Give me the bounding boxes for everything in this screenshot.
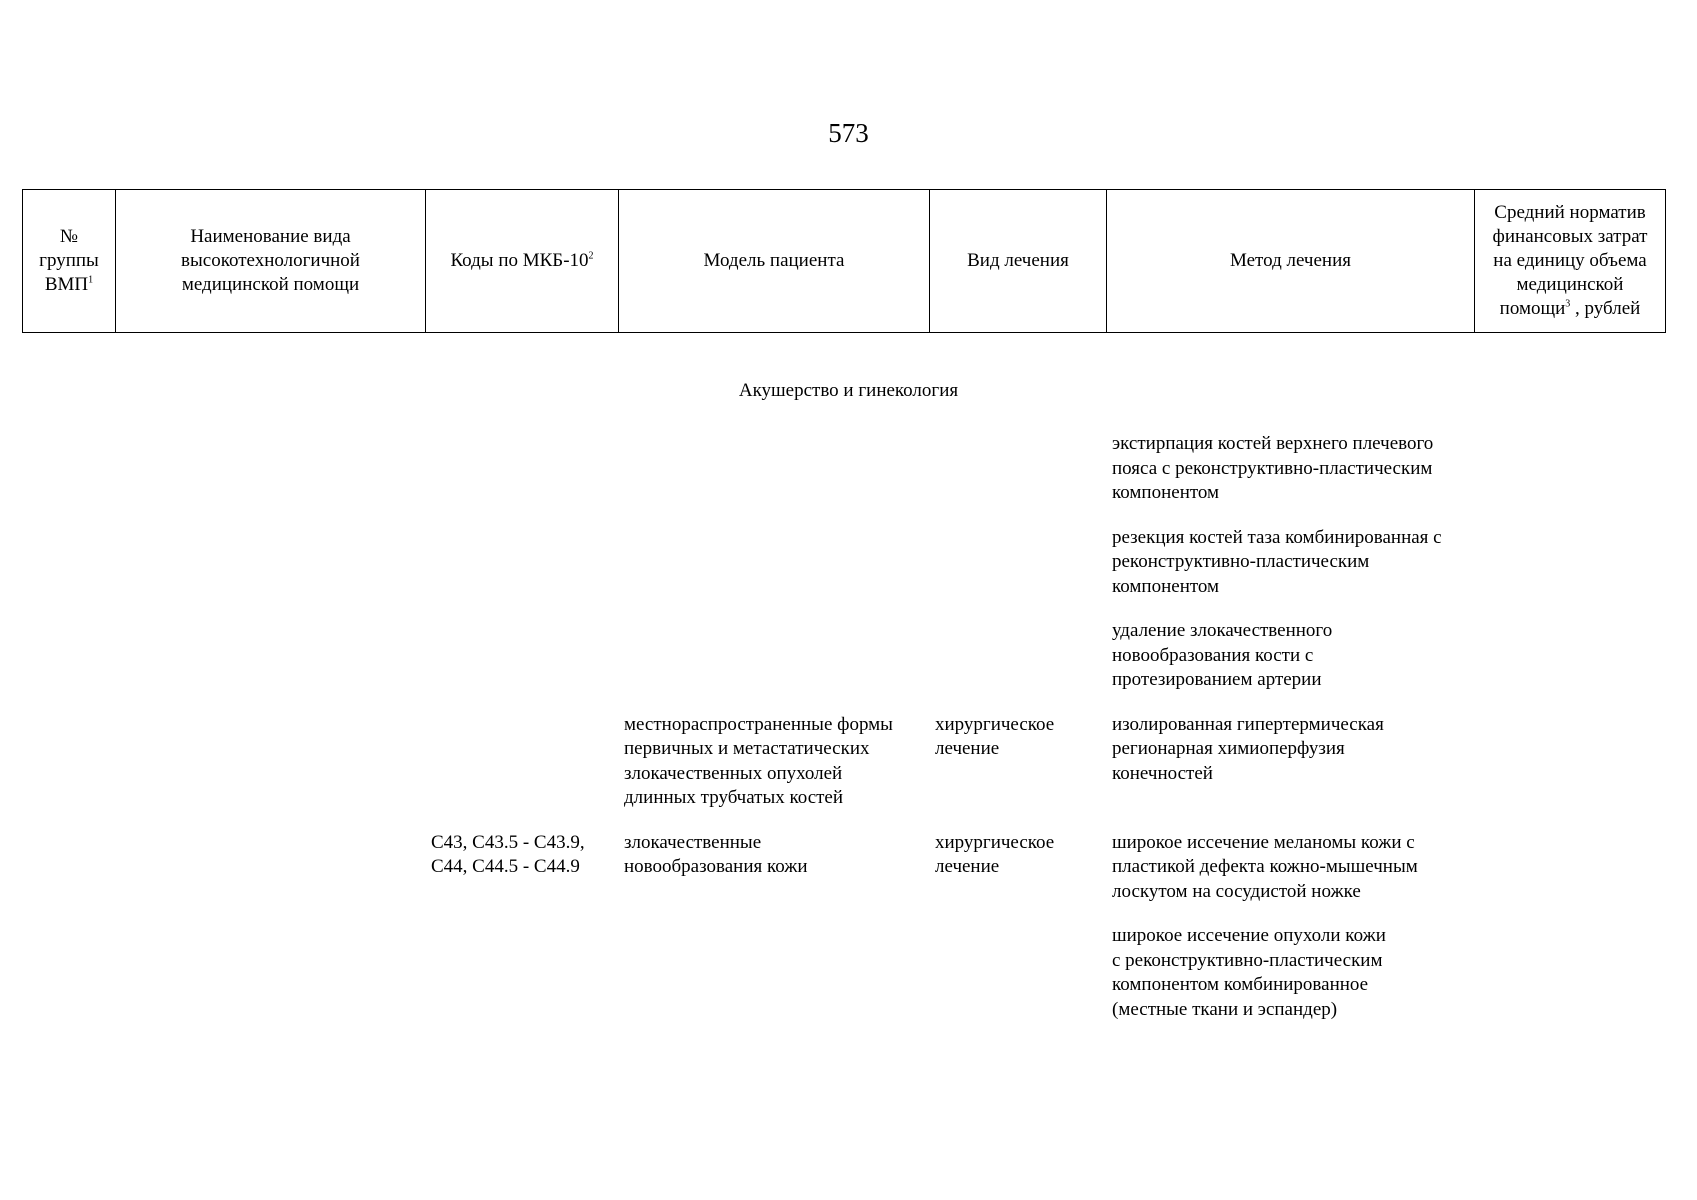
icd-codes-cell	[425, 619, 618, 693]
treatment-type-cell	[929, 619, 1106, 693]
footnote-1: 1	[88, 274, 94, 286]
header-average-cost	[1475, 190, 1666, 333]
treatment-type-cell	[929, 526, 1106, 600]
table-row	[22, 619, 1665, 713]
table-row	[22, 831, 1665, 925]
treatment-type-cell: хирургическое лечение	[935, 831, 1055, 877]
treatment-method-cell: изолированная гипертермическая регионарная химиоперфузия конечностей	[1112, 713, 1384, 784]
table-row	[22, 526, 1665, 620]
header-average-cost-label: Средний норматив финансовых затрат на единицу объема медицинской помощи	[1492, 202, 1648, 319]
table-row	[22, 432, 1665, 526]
header-care-type-name	[116, 190, 426, 333]
table-body	[22, 432, 1665, 1042]
patient-model-cell	[618, 924, 929, 1022]
header-treatment-method	[1107, 190, 1475, 333]
header-treatment-method-label: Метод лечения	[1229, 250, 1351, 271]
icd-codes-cell	[425, 432, 618, 506]
patient-model-cell	[618, 432, 929, 506]
header-treatment-type	[930, 190, 1107, 333]
header-icd-codes-label: Коды по МКБ-10	[450, 250, 589, 271]
table-row	[22, 924, 1665, 1042]
treatment-method-cell: резекция костей таза комбинированная с реконструктивно-пластическим компонентом	[1112, 526, 1442, 597]
treatment-type-cell: хирургическое лечение	[935, 713, 1055, 759]
section-title: Акушерство и гинекология	[738, 380, 959, 401]
treatment-type-cell	[929, 924, 1106, 1022]
header-group-number	[23, 190, 116, 333]
treatment-method-cell: удаление злокачественного новообразования кости с протезированием артерии	[1112, 620, 1333, 690]
header-icd-codes	[426, 190, 619, 333]
icd-codes-cell	[425, 526, 618, 600]
icd-codes-cell: C43, C43.5 - C43.9, C44, C44.5 - C44.9	[431, 831, 585, 877]
icd-codes-cell	[425, 924, 618, 1022]
footnote-2: 2	[588, 250, 594, 262]
patient-model-cell: местнораспространенные формы первичных и метастатических злокачественных опухолей длинных трубчатых костей	[624, 713, 893, 808]
header-group-number-label: № группы ВМП	[39, 226, 99, 295]
treatment-method-cell: широкое иссечение опухоли кожи с реконструктивно-пластическим компонентом комбинированное (местные ткани и эспандер)	[1112, 925, 1386, 1020]
icd-codes-cell	[425, 713, 618, 811]
table-row	[22, 713, 1665, 831]
header-patient-model	[619, 190, 930, 333]
treatment-method-cell: широкое иссечение меланомы кожи с пластикой дефекта кожно-мышечным лоскутом на сосудистой ножке	[1112, 831, 1418, 902]
page-number: 573	[828, 118, 869, 148]
patient-model-cell	[618, 526, 929, 600]
table-header	[22, 189, 1666, 333]
treatment-type-cell	[929, 432, 1106, 506]
patient-model-cell	[618, 619, 929, 693]
patient-model-cell: злокачественные новообразования кожи	[624, 831, 808, 877]
treatment-method-cell: экстирпация костей верхнего плечевого пояса с реконструктивно-пластическим компонентом	[1112, 433, 1434, 503]
header-care-type-name-label: Наименование вида высокотехнологичной медицинской помощи	[181, 226, 360, 295]
header-average-cost-unit: , рублей	[1570, 298, 1641, 319]
footnote-3: 3	[1565, 298, 1571, 310]
header-patient-model-label: Модель пациента	[703, 250, 845, 271]
header-treatment-type-label: Вид лечения	[967, 250, 1069, 271]
